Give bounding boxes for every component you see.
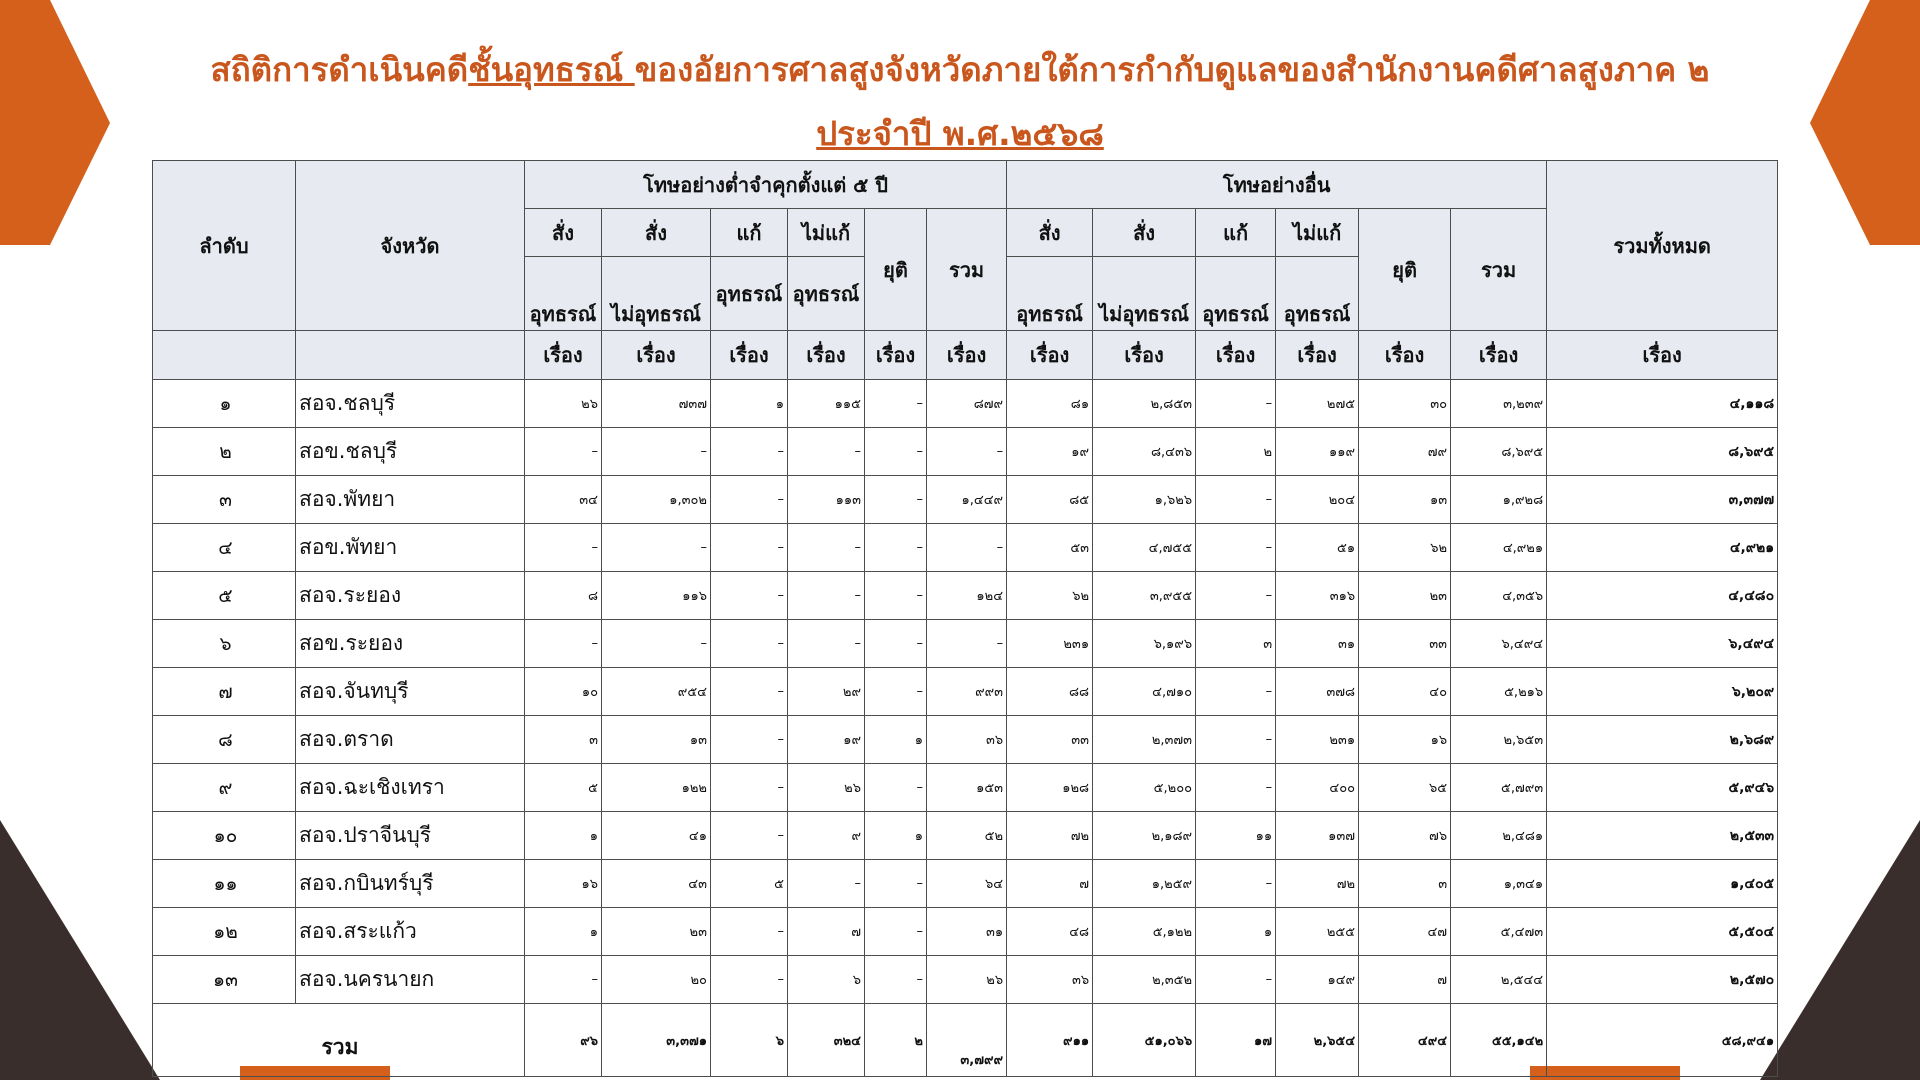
table-row [153, 956, 1778, 1004]
row-value-cell: ๒๐๔ [1276, 476, 1359, 524]
row-value-cell: ๑ [1196, 908, 1276, 956]
row-value-cell: ๖๒ [1359, 524, 1451, 572]
row-index: ๘ [153, 716, 296, 764]
row-value-cell: ๑๒๘ [1007, 764, 1093, 812]
title-suffix: ของอัยการศาลสูงจังหวัดภายใต้การกำกับดูแลของสำนักงานคดีศาลสูงภาค ๒ [634, 50, 1710, 89]
row-grand-total: ๕,๕๐๔ [1547, 908, 1778, 956]
header-unit-cell: เรื่อง [1276, 331, 1359, 380]
row-value-cell: ๒๙ [788, 668, 865, 716]
sum-label: รวม [153, 1004, 525, 1077]
row-value-cell: – [865, 476, 927, 524]
row-value-cell: ๗๙ [1359, 428, 1451, 476]
row-value-cell: ๘,๖๙๕ [1451, 428, 1547, 476]
row-value-cell: ๘ [525, 572, 602, 620]
header-g1-no-amend-appeal: อุทธรณ์ [788, 257, 865, 331]
row-value-cell: ๑๕๓ [927, 764, 1007, 812]
statistics-table [152, 160, 1778, 1077]
header-unit-cell: เรื่อง [865, 331, 927, 380]
row-value-cell: ๗ [1359, 956, 1451, 1004]
row-province: สอจ.นครนายก [296, 956, 525, 1004]
row-value-cell: – [1196, 716, 1276, 764]
row-value-cell: ๑๖ [525, 860, 602, 908]
row-value-cell: – [865, 380, 927, 428]
row-value-cell: – [865, 764, 927, 812]
row-grand-total: ๖,๒๐๙ [1547, 668, 1778, 716]
header-g1-amend-top: แก้ [711, 209, 788, 257]
row-index: ๗ [153, 668, 296, 716]
row-value-cell: ๒,๖๕๓ [1451, 716, 1547, 764]
row-grand-total: ๔,๙๒๑ [1547, 524, 1778, 572]
row-value-cell: ๒,๓๗๓ [1093, 716, 1196, 764]
header-unit-cell: เรื่อง [602, 331, 711, 380]
table-row [153, 764, 1778, 812]
sum-value-cell: ๒ [865, 1004, 927, 1077]
table-footer [153, 1004, 1778, 1077]
header-group-other-penalty: โทษอย่างอื่น [1007, 161, 1547, 209]
header-g2-appeal: อุทธรณ์ [1007, 257, 1093, 331]
row-value-cell: ๔,๙๒๑ [1451, 524, 1547, 572]
row-value-cell: ๒๖ [525, 380, 602, 428]
header-g2-amend-top: แก้ [1196, 209, 1276, 257]
row-value-cell: ๒๗๕ [1276, 380, 1359, 428]
row-value-cell: – [711, 428, 788, 476]
row-index: ๕ [153, 572, 296, 620]
row-value-cell: – [865, 908, 927, 956]
row-value-cell: ๒๓๑ [1007, 620, 1093, 668]
row-grand-total: ๖,๔๙๔ [1547, 620, 1778, 668]
table-row [153, 908, 1778, 956]
title-prefix: สถิติการดำเนินคดี [210, 50, 469, 89]
row-value-cell: ๔,๗๑๐ [1093, 668, 1196, 716]
row-value-cell: ๑๑๖ [602, 572, 711, 620]
header-unit-cell: เรื่อง [927, 331, 1007, 380]
header-g1-order-appeal-top: สั่ง [525, 209, 602, 257]
row-value-cell: – [865, 428, 927, 476]
sum-value-cell: ๙๖ [525, 1004, 602, 1077]
row-value-cell: ๓๖ [927, 716, 1007, 764]
header-unit-cell: เรื่อง [525, 331, 602, 380]
row-value-cell: ๓๐ [1359, 380, 1451, 428]
row-value-cell: ๑,๓๔๑ [1451, 860, 1547, 908]
page-title [0, 38, 1920, 166]
header-g1-appeal: อุทธรณ์ [525, 257, 602, 331]
sum-value-cell: ๓๒๔ [788, 1004, 865, 1077]
row-value-cell: ๒,๔๘๑ [1451, 812, 1547, 860]
row-value-cell: ๑,๖๒๖ [1093, 476, 1196, 524]
header-unit-cell: เรื่อง [1196, 331, 1276, 380]
sum-value-cell: ๓,๗๙๙ [927, 1004, 1007, 1077]
header-g2-order-appeal-top: สั่ง [1007, 209, 1093, 257]
row-value-cell: ๓ [1196, 620, 1276, 668]
row-value-cell: – [865, 956, 927, 1004]
row-value-cell: ๕ [525, 764, 602, 812]
row-value-cell: ๒๕๕ [1276, 908, 1359, 956]
row-value-cell: ๗๒ [1007, 812, 1093, 860]
row-value-cell: ๓๑๖ [1276, 572, 1359, 620]
row-value-cell: ๓,๙๕๕ [1093, 572, 1196, 620]
row-value-cell: ๙๙๓ [927, 668, 1007, 716]
table-row [153, 668, 1778, 716]
row-value-cell: ๑ [711, 380, 788, 428]
row-value-cell: – [1196, 668, 1276, 716]
row-value-cell: ๔๐๐ [1276, 764, 1359, 812]
row-value-cell: ๓๓ [1007, 716, 1093, 764]
row-value-cell: ๓,๒๓๙ [1451, 380, 1547, 428]
row-value-cell: ๒,๑๘๙ [1093, 812, 1196, 860]
row-value-cell: – [711, 524, 788, 572]
row-value-cell: – [865, 668, 927, 716]
row-value-cell: – [1196, 476, 1276, 524]
row-value-cell: – [711, 620, 788, 668]
row-index: ๙ [153, 764, 296, 812]
row-province: สอจ.จันทบุรี [296, 668, 525, 716]
row-value-cell: ๔๐ [1359, 668, 1451, 716]
header-g2-no-amend-top: ไม่แก้ [1276, 209, 1359, 257]
row-index: ๑๑ [153, 860, 296, 908]
row-value-cell: ๓๑ [1276, 620, 1359, 668]
row-province: สอจ.พัทยา [296, 476, 525, 524]
row-value-cell: ๘,๔๓๖ [1093, 428, 1196, 476]
row-value-cell: ๙๕๔ [602, 668, 711, 716]
row-value-cell: – [788, 860, 865, 908]
row-value-cell: – [525, 956, 602, 1004]
row-value-cell: ๓๓ [1359, 620, 1451, 668]
header-index: ลำดับ [153, 161, 296, 331]
table-row [153, 572, 1778, 620]
sum-value-cell: ๙๑๑ [1007, 1004, 1093, 1077]
row-value-cell: – [711, 572, 788, 620]
header-unit-cell: เรื่อง [1359, 331, 1451, 380]
header-unit-cell: เรื่อง [711, 331, 788, 380]
row-value-cell: – [865, 620, 927, 668]
row-value-cell: – [711, 476, 788, 524]
row-value-cell: ๒ [1196, 428, 1276, 476]
row-value-cell: ๑๓ [1359, 476, 1451, 524]
row-value-cell: ๗๓๗ [602, 380, 711, 428]
row-value-cell: ๓๑ [927, 908, 1007, 956]
row-value-cell: ๗ [788, 908, 865, 956]
table-header [153, 161, 1778, 380]
row-value-cell: ๑๙ [788, 716, 865, 764]
row-value-cell: ๕,๒๐๐ [1093, 764, 1196, 812]
table-row [153, 716, 1778, 764]
row-value-cell: ๒,๕๔๔ [1451, 956, 1547, 1004]
row-province: สอจ.สระแก้ว [296, 908, 525, 956]
row-value-cell: – [711, 716, 788, 764]
row-value-cell: – [788, 620, 865, 668]
row-grand-total: ๒,๕๗๐ [1547, 956, 1778, 1004]
sum-value-cell: ๔๙๔ [1359, 1004, 1451, 1077]
sum-row [153, 1004, 1778, 1077]
row-province: สอข.ระยอง [296, 620, 525, 668]
row-value-cell: – [711, 764, 788, 812]
row-value-cell: – [1196, 764, 1276, 812]
row-grand-total: ๕,๙๔๖ [1547, 764, 1778, 812]
row-index: ๑๒ [153, 908, 296, 956]
row-value-cell: – [711, 668, 788, 716]
table-row [153, 620, 1778, 668]
row-value-cell: – [711, 812, 788, 860]
row-value-cell: ๔,๓๕๖ [1451, 572, 1547, 620]
row-value-cell: ๒,๓๕๒ [1093, 956, 1196, 1004]
sum-value-cell: ๓,๓๗๑ [602, 1004, 711, 1077]
table-row [153, 476, 1778, 524]
row-province: สอจ.ชลบุรี [296, 380, 525, 428]
row-province: สอจ.ปราจีนบุรี [296, 812, 525, 860]
row-value-cell: ๗๖ [1359, 812, 1451, 860]
row-value-cell: ๒๖ [788, 764, 865, 812]
row-value-cell: – [1196, 860, 1276, 908]
corner-decoration-bottom-left [0, 820, 160, 1080]
row-value-cell: ๖ [788, 956, 865, 1004]
row-value-cell: ๙ [788, 812, 865, 860]
row-value-cell: ๑๑๙ [1276, 428, 1359, 476]
row-value-cell: – [711, 956, 788, 1004]
row-value-cell: ๑๒๒ [602, 764, 711, 812]
row-value-cell: – [927, 524, 1007, 572]
row-value-cell: ๑๑ [1196, 812, 1276, 860]
row-value-cell: – [927, 620, 1007, 668]
header-unit-cell: เรื่อง [788, 331, 865, 380]
row-value-cell: ๖๔ [927, 860, 1007, 908]
sum-value-cell: ๕๕,๑๔๒ [1451, 1004, 1547, 1077]
row-value-cell: ๕,๗๙๓ [1451, 764, 1547, 812]
table-row [153, 812, 1778, 860]
header-g2-no-amend-appeal: อุทธรณ์ [1276, 257, 1359, 331]
header-g2-subtotal: รวม [1451, 209, 1547, 331]
row-index: ๒ [153, 428, 296, 476]
header-unit-row [153, 331, 1778, 380]
row-value-cell: – [865, 524, 927, 572]
row-province: สอจ.ระยอง [296, 572, 525, 620]
row-value-cell: ๑,๙๒๘ [1451, 476, 1547, 524]
row-value-cell: ๑๑๓ [788, 476, 865, 524]
row-value-cell: ๕๑ [1276, 524, 1359, 572]
corner-decoration-bottom-right [1760, 820, 1920, 1080]
row-province: สอจ.ตราด [296, 716, 525, 764]
sum-grand-total: ๕๘,๙๔๑ [1547, 1004, 1778, 1077]
row-province: สอข.พัทยา [296, 524, 525, 572]
row-value-cell: ๑๓ [602, 716, 711, 764]
row-value-cell: ๑,๔๔๙ [927, 476, 1007, 524]
row-value-cell: – [1196, 524, 1276, 572]
header-province: จังหวัด [296, 161, 525, 331]
table-row [153, 428, 1778, 476]
row-value-cell: – [865, 860, 927, 908]
row-index: ๑ [153, 380, 296, 428]
header-unit-cell: เรื่อง [1547, 331, 1778, 380]
row-value-cell: – [1196, 572, 1276, 620]
row-value-cell: ๑,๓๐๒ [602, 476, 711, 524]
title-line-2: ประจำปี พ.ศ.๒๕๖๘ [816, 114, 1104, 153]
row-index: ๓ [153, 476, 296, 524]
row-value-cell: ๑,๒๕๙ [1093, 860, 1196, 908]
row-value-cell: – [865, 572, 927, 620]
row-value-cell: ๑ [865, 716, 927, 764]
row-value-cell: ๔๓ [602, 860, 711, 908]
row-value-cell: – [788, 428, 865, 476]
row-value-cell: ๕,๑๒๒ [1093, 908, 1196, 956]
header-unit-cell: เรื่อง [1007, 331, 1093, 380]
sum-value-cell: ๑๗ [1196, 1004, 1276, 1077]
row-value-cell: ๓ [1359, 860, 1451, 908]
row-value-cell: ๔๗ [1359, 908, 1451, 956]
row-value-cell: ๗๒ [1276, 860, 1359, 908]
header-g1-amend-appeal: อุทธรณ์ [711, 257, 788, 331]
row-value-cell: ๒๓๑ [1276, 716, 1359, 764]
row-value-cell: ๓๗๘ [1276, 668, 1359, 716]
row-value-cell: ๓๖ [1007, 956, 1093, 1004]
header-g1-terminated: ยุติ [865, 209, 927, 331]
row-value-cell: ๖๒ [1007, 572, 1093, 620]
row-index: ๖ [153, 620, 296, 668]
row-value-cell: ๘๘ [1007, 668, 1093, 716]
row-value-cell: – [1196, 380, 1276, 428]
header-unit-cell: เรื่อง [1451, 331, 1547, 380]
sum-value-cell: ๖ [711, 1004, 788, 1077]
row-province: สอจ.กบินทร์บุรี [296, 860, 525, 908]
title-line-1 [0, 38, 1920, 102]
row-index: ๑๐ [153, 812, 296, 860]
header-g1-subtotal: รวม [927, 209, 1007, 331]
row-value-cell: ๗ [1007, 860, 1093, 908]
row-grand-total: ๔,๔๘๐ [1547, 572, 1778, 620]
header-g1-order-no-appeal-top: สั่ง [602, 209, 711, 257]
row-value-cell: ๑๒๔ [927, 572, 1007, 620]
row-grand-total: ๑,๔๐๕ [1547, 860, 1778, 908]
row-value-cell: ๑ [865, 812, 927, 860]
row-value-cell: ๓ [525, 716, 602, 764]
row-value-cell: ๖,๔๙๔ [1451, 620, 1547, 668]
row-value-cell: ๕ [711, 860, 788, 908]
header-g2-terminated: ยุติ [1359, 209, 1451, 331]
row-value-cell: ๑๙ [1007, 428, 1093, 476]
row-province: สอข.ชลบุรี [296, 428, 525, 476]
row-value-cell: – [602, 620, 711, 668]
header-g2-amend-appeal: อุทธรณ์ [1196, 257, 1276, 331]
row-value-cell: ๑๑๕ [788, 380, 865, 428]
row-grand-total: ๓,๓๗๗ [1547, 476, 1778, 524]
table-body [153, 380, 1778, 1004]
row-value-cell: – [602, 524, 711, 572]
header-unit-blank [153, 331, 296, 380]
table-row [153, 524, 1778, 572]
title-underlined: ชั้นอุทธรณ์ [468, 50, 635, 89]
row-value-cell: ๕๒ [927, 812, 1007, 860]
row-value-cell: ๔๘ [1007, 908, 1093, 956]
row-value-cell: ๕,๔๗๓ [1451, 908, 1547, 956]
row-value-cell: ๑ [525, 812, 602, 860]
sum-value-cell: ๕๑,๐๖๖ [1093, 1004, 1196, 1077]
row-value-cell: ๘๗๙ [927, 380, 1007, 428]
row-value-cell: – [525, 620, 602, 668]
row-value-cell: ๑๔๙ [1276, 956, 1359, 1004]
row-value-cell: – [602, 428, 711, 476]
sum-value-cell: ๒,๖๕๔ [1276, 1004, 1359, 1077]
row-grand-total: ๘,๖๙๕ [1547, 428, 1778, 476]
row-value-cell: ๔๑ [602, 812, 711, 860]
header-grand-total: รวมทั้งหมด [1547, 161, 1778, 331]
row-value-cell: ๒,๘๕๓ [1093, 380, 1196, 428]
row-value-cell: – [927, 428, 1007, 476]
row-grand-total: ๔,๑๑๘ [1547, 380, 1778, 428]
row-grand-total: ๒,๖๘๙ [1547, 716, 1778, 764]
row-value-cell: – [525, 428, 602, 476]
row-value-cell: ๕๓ [1007, 524, 1093, 572]
header-g2-no-appeal: ไม่อุทธรณ์ [1093, 257, 1196, 331]
header-group-min-5-years: โทษอย่างต่ำจำคุกตั้งแต่ ๕ ปี [525, 161, 1007, 209]
row-value-cell: ๑ [525, 908, 602, 956]
header-unit-cell: เรื่อง [1093, 331, 1196, 380]
row-value-cell: ๒๓ [602, 908, 711, 956]
row-value-cell: – [525, 524, 602, 572]
header-g1-no-amend-top: ไม่แก้ [788, 209, 865, 257]
row-value-cell: ๑๖ [1359, 716, 1451, 764]
row-value-cell: ๓๔ [525, 476, 602, 524]
table-row [153, 860, 1778, 908]
row-value-cell: ๖๕ [1359, 764, 1451, 812]
row-value-cell: ๒๐ [602, 956, 711, 1004]
row-province: สอจ.ฉะเชิงเทรา [296, 764, 525, 812]
row-grand-total: ๒,๕๓๓ [1547, 812, 1778, 860]
row-value-cell: ๑๓๗ [1276, 812, 1359, 860]
row-value-cell: ๕,๒๑๖ [1451, 668, 1547, 716]
header-g1-no-appeal: ไม่อุทธรณ์ [602, 257, 711, 331]
row-value-cell: ๘๑ [1007, 380, 1093, 428]
row-value-cell: – [788, 572, 865, 620]
header-g2-order-no-appeal-top: สั่ง [1093, 209, 1196, 257]
header-unit-blank [296, 331, 525, 380]
table-row [153, 380, 1778, 428]
row-value-cell: ๒๖ [927, 956, 1007, 1004]
row-value-cell: – [711, 908, 788, 956]
row-index: ๔ [153, 524, 296, 572]
row-value-cell: – [1196, 956, 1276, 1004]
row-index: ๑๓ [153, 956, 296, 1004]
row-value-cell: ๘๕ [1007, 476, 1093, 524]
row-value-cell: – [788, 524, 865, 572]
row-value-cell: ๔,๗๕๕ [1093, 524, 1196, 572]
row-value-cell: ๑๐ [525, 668, 602, 716]
row-value-cell: ๒๓ [1359, 572, 1451, 620]
row-value-cell: ๖,๑๙๖ [1093, 620, 1196, 668]
